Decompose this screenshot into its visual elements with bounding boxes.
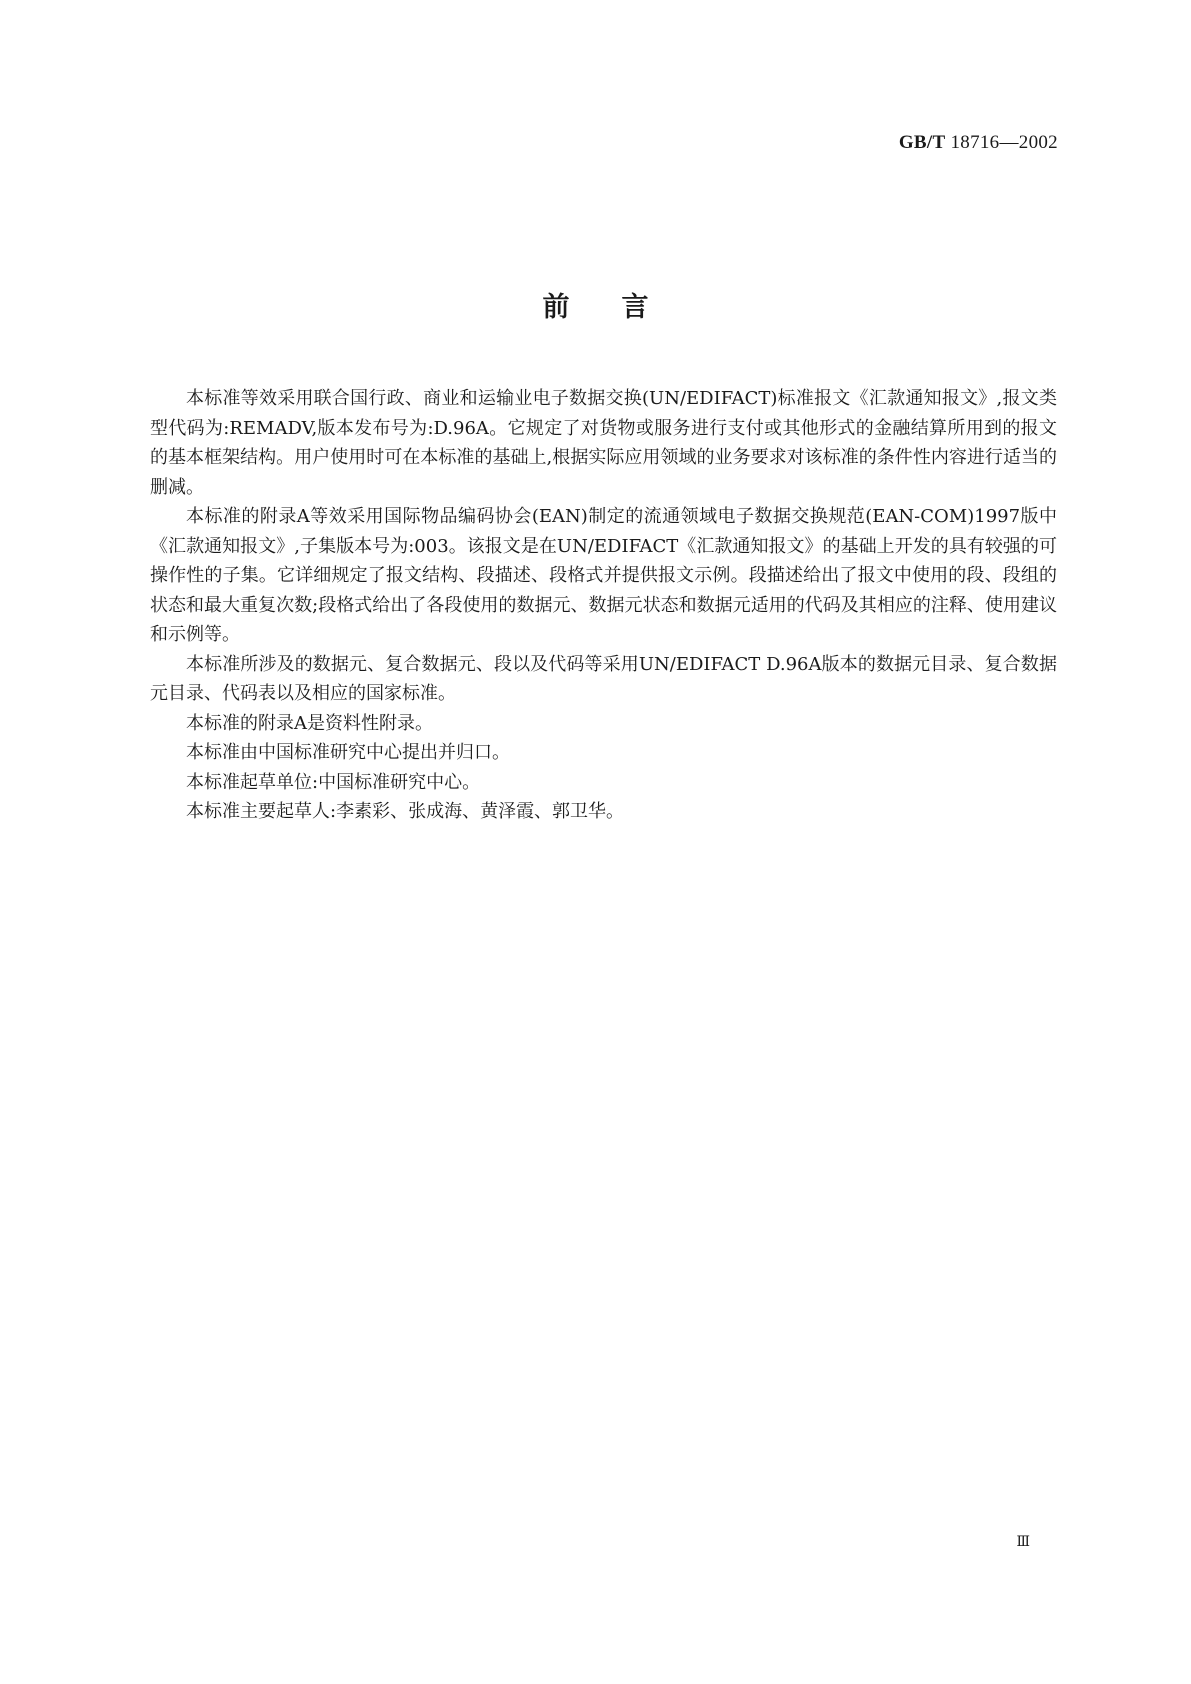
paragraph-drafting-unit: 本标准起草单位:中国标准研究中心。 bbox=[186, 771, 481, 793]
standard-prefix: GB/T bbox=[898, 132, 946, 153]
paragraph-drafters: 本标准主要起草人:李素彩、张成海、黄泽霞、郭卫华。 bbox=[186, 801, 625, 822]
paragraph-appendix-a: 本标准的附录A等效采用国际物品编码协会(EAN)制定的流通领域电子数据交换规范(EAN-COM)1997版中《汇款通知报文》,子集版本号为:003。该报文是在UN/EDIFACT《汇款通知报文》的基础上开发的具有较强的可操作性的子集。它详细规定了报文结构、段描述、段格式并提供报文示例。段描述给出了报文中使用的段、段组的状态和最大重复次数;段格式给出了各段使用的数据元、数据元状态和数据元适用的代码及其相应的注释、使用建议和示例等。 bbox=[150, 506, 1057, 645]
paragraph-data-elements: 本标准所涉及的数据元、复合数据元、段以及代码等采用UN/EDIFACT D.96A版本的数据元目录、复合数据元目录、代码表以及相应的国家标准。 bbox=[150, 653, 1057, 704]
page-title: 前言 bbox=[542, 292, 701, 323]
paragraph-proposer: 本标准由中国标准研究中心提出并归口。 bbox=[186, 742, 510, 763]
standard-number: 18716—2002 bbox=[945, 132, 1058, 153]
page-number: Ⅲ bbox=[1016, 1535, 1030, 1550]
foreword-body bbox=[150, 384, 1057, 827]
paragraph-appendix-informative: 本标准的附录A是资料性附录。 bbox=[186, 712, 433, 734]
standard-code bbox=[899, 132, 1058, 154]
paragraph-equivalence: 本标准等效采用联合国行政、商业和运输业电子数据交换(UN/EDIFACT)标准报文《汇款通知报文》,报文类型代码为:REMADV,版本发布号为:D.96A。它规定了对货物或服务进行支付或其他形式的金融结算所用到的报文的基本框架结构。用户使用时可在本标准的基础上,根据实际应用领域的业务要求对该标准的条件性内容进行适当的删减。 bbox=[150, 388, 1057, 498]
